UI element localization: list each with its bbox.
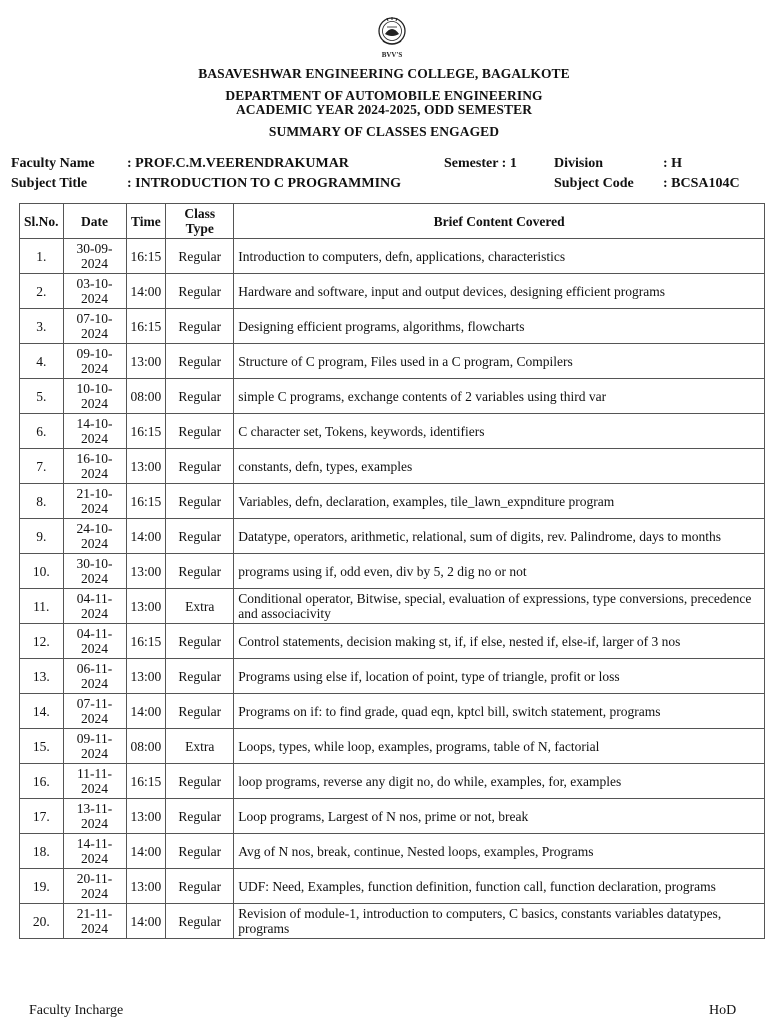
row-slno: 9. (20, 519, 64, 554)
row-date: 03-10-2024 (63, 274, 126, 309)
row-slno: 16. (20, 764, 64, 799)
header-class-type: Class Type (166, 204, 234, 239)
row-slno: 1. (20, 239, 64, 274)
header-content: Brief Content Covered (234, 204, 765, 239)
table-row (20, 729, 765, 764)
row-slno: 6. (20, 414, 64, 449)
table-header-row (20, 204, 765, 239)
table-body (20, 239, 765, 939)
row-content: Hardware and software, input and output devices, designing efficient programs (234, 274, 765, 309)
academic-year: ACADEMIC YEAR 2024-2025, ODD SEMESTER (235, 102, 533, 117)
row-slno: 12. (20, 624, 64, 659)
row-slno: 7. (20, 449, 64, 484)
subject-value: : INTRODUCTION TO C PROGRAMMING (127, 176, 402, 191)
semester-info: Semester : 1 (444, 156, 517, 171)
row-time: 08:00 (126, 729, 166, 764)
row-slno: 4. (20, 344, 64, 379)
row-content: Programs on if: to find grade, quad eqn, kptcl bill, switch statement, programs (234, 694, 765, 729)
row-class-type: Regular (166, 764, 234, 799)
row-class-type: Regular (166, 484, 234, 519)
row-content: simple C programs, exchange contents of 2 variables using third var (234, 379, 765, 414)
row-class-type: Regular (166, 344, 234, 379)
row-content: Introduction to computers, defn, applications, characteristics (234, 239, 765, 274)
table-row (20, 239, 765, 274)
row-slno: 5. (20, 379, 64, 414)
row-class-type: Regular (166, 274, 234, 309)
table-row (20, 484, 765, 519)
row-content: Revision of module-1, introduction to computers, C basics, constants variables datatypes, programs (234, 904, 765, 939)
row-date: 07-11-2024 (63, 694, 126, 729)
table-row (20, 379, 765, 414)
row-slno: 17. (20, 799, 64, 834)
row-time: 14:00 (126, 834, 166, 869)
row-time: 14:00 (126, 519, 166, 554)
row-slno: 14. (20, 694, 64, 729)
row-time: 16:15 (126, 239, 166, 274)
header-slno: Sl.No. (20, 204, 64, 239)
row-content: Structure of C program, Files used in a C program, Compilers (234, 344, 765, 379)
row-time: 13:00 (126, 799, 166, 834)
row-time: 14:00 (126, 904, 166, 939)
subject-label: Subject Title (11, 176, 88, 191)
row-date: 13-11-2024 (63, 799, 126, 834)
table-row (20, 449, 765, 484)
row-date: 16-10-2024 (63, 449, 126, 484)
row-content: Avg of N nos, break, continue, Nested loops, examples, Programs (234, 834, 765, 869)
row-time: 13:00 (126, 554, 166, 589)
table-row (20, 554, 765, 589)
college-emblem-icon (374, 14, 410, 60)
logo-text: BVV'S (381, 51, 403, 59)
table-row (20, 589, 765, 624)
row-date: 30-10-2024 (63, 554, 126, 589)
row-class-type: Extra (166, 589, 234, 624)
row-date: 04-11-2024 (63, 624, 126, 659)
row-date: 09-10-2024 (63, 344, 126, 379)
row-time: 14:00 (126, 274, 166, 309)
table-row (20, 344, 765, 379)
table-row (20, 309, 765, 344)
row-time: 08:00 (126, 379, 166, 414)
division-label: Division (554, 156, 604, 171)
row-slno: 11. (20, 589, 64, 624)
row-date: 11-11-2024 (63, 764, 126, 799)
row-date: 14-11-2024 (63, 834, 126, 869)
row-class-type: Regular (166, 239, 234, 274)
row-slno: 10. (20, 554, 64, 589)
faculty-incharge-label: Faculty Incharge (29, 1003, 124, 1018)
header-date: Date (63, 204, 126, 239)
table-row (20, 659, 765, 694)
row-slno: 3. (20, 309, 64, 344)
row-content: programs using if, odd even, div by 5, 2 dig no or not (234, 554, 765, 589)
subject-code-label: Subject Code (554, 176, 634, 191)
row-class-type: Regular (166, 694, 234, 729)
row-time: 13:00 (126, 869, 166, 904)
row-date: 04-11-2024 (63, 589, 126, 624)
row-date: 24-10-2024 (63, 519, 126, 554)
row-date: 21-11-2024 (63, 904, 126, 939)
division-value: : H (663, 156, 683, 171)
faculty-label: Faculty Name (11, 156, 95, 171)
row-class-type: Regular (166, 659, 234, 694)
row-slno: 19. (20, 869, 64, 904)
row-date: 06-11-2024 (63, 659, 126, 694)
row-date: 09-11-2024 (63, 729, 126, 764)
row-content: Control statements, decision making st, if, if else, nested if, else-if, larger of 3 nos (234, 624, 765, 659)
row-content: constants, defn, types, examples (234, 449, 765, 484)
row-class-type: Regular (166, 869, 234, 904)
row-slno: 15. (20, 729, 64, 764)
table-row (20, 414, 765, 449)
header-time: Time (126, 204, 166, 239)
table-row (20, 834, 765, 869)
row-date: 10-10-2024 (63, 379, 126, 414)
row-time: 13:00 (126, 344, 166, 379)
row-content: UDF: Need, Examples, function definition, function call, function declaration, programs (234, 869, 765, 904)
row-content: Conditional operator, Bitwise, special, evaluation of expressions, type conversions, precedence and associacivity (234, 589, 765, 624)
row-date: 21-10-2024 (63, 484, 126, 519)
row-slno: 18. (20, 834, 64, 869)
row-time: 16:15 (126, 624, 166, 659)
faculty-value: : PROF.C.M.VEERENDRAKUMAR (127, 156, 349, 171)
row-content: loop programs, reverse any digit no, do while, examples, for, examples (234, 764, 765, 799)
row-class-type: Regular (166, 414, 234, 449)
row-class-type: Regular (166, 449, 234, 484)
table-row (20, 694, 765, 729)
row-class-type: Regular (166, 624, 234, 659)
row-slno: 8. (20, 484, 64, 519)
table-row (20, 799, 765, 834)
summary-title: SUMMARY OF CLASSES ENGAGED (268, 124, 500, 139)
row-content: Loop programs, Largest of N nos, prime or not, break (234, 799, 765, 834)
row-slno: 13. (20, 659, 64, 694)
row-time: 16:15 (126, 764, 166, 799)
row-date: 14-10-2024 (63, 414, 126, 449)
table-row (20, 904, 765, 939)
row-time: 13:00 (126, 589, 166, 624)
table-row (20, 624, 765, 659)
row-time: 13:00 (126, 449, 166, 484)
hod-label: HoD (709, 1003, 737, 1018)
row-content: Programs using else if, location of point, type of triangle, profit or loss (234, 659, 765, 694)
row-class-type: Regular (166, 379, 234, 414)
row-content: Loops, types, while loop, examples, programs, table of N, factorial (234, 729, 765, 764)
row-content: Designing efficient programs, algorithms, flowcharts (234, 309, 765, 344)
row-content: Variables, defn, declaration, examples, tile_lawn_expnditure program (234, 484, 765, 519)
row-time: 16:15 (126, 484, 166, 519)
subject-code-value: : BCSA104C (663, 176, 740, 191)
row-date: 20-11-2024 (63, 869, 126, 904)
row-time: 13:00 (126, 659, 166, 694)
table-row (20, 519, 765, 554)
college-name: BASAVESHWAR ENGINEERING COLLEGE, BAGALKOTE (198, 66, 570, 81)
table-row (20, 274, 765, 309)
row-class-type: Extra (166, 729, 234, 764)
table-row (20, 869, 765, 904)
row-time: 16:15 (126, 414, 166, 449)
table-row (20, 764, 765, 799)
row-content: C character set, Tokens, keywords, identifiers (234, 414, 765, 449)
row-time: 16:15 (126, 309, 166, 344)
row-class-type: Regular (166, 799, 234, 834)
row-date: 30-09-2024 (63, 239, 126, 274)
row-class-type: Regular (166, 554, 234, 589)
row-class-type: Regular (166, 309, 234, 344)
classes-table (19, 203, 765, 939)
row-slno: 20. (20, 904, 64, 939)
row-class-type: Regular (166, 834, 234, 869)
row-content: Datatype, operators, arithmetic, relational, sum of digits, rev. Palindrome, days to months (234, 519, 765, 554)
row-time: 14:00 (126, 694, 166, 729)
row-class-type: Regular (166, 904, 234, 939)
row-class-type: Regular (166, 519, 234, 554)
department-name: DEPARTMENT OF AUTOMOBILE ENGINEERING (225, 88, 543, 103)
row-date: 07-10-2024 (63, 309, 126, 344)
row-slno: 2. (20, 274, 64, 309)
